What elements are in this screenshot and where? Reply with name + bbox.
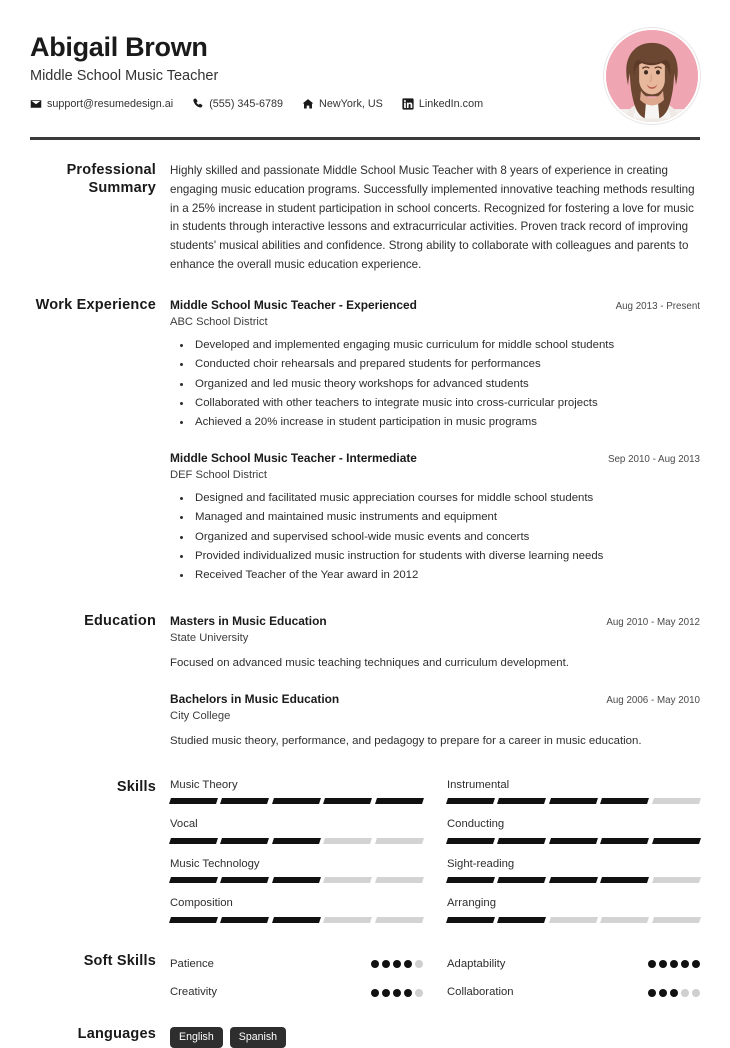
rating-dot — [670, 989, 678, 997]
rating-dot — [404, 960, 412, 968]
rating-dot — [659, 960, 667, 968]
section-skills — [0, 779, 730, 937]
experience-bullet-list — [170, 337, 700, 432]
soft-skill-rating-dots — [371, 960, 423, 968]
education-entry-org: City College — [170, 709, 231, 722]
skill-name: Music Technology — [170, 857, 260, 870]
skill-bar-segment — [323, 917, 372, 923]
experience-bullet: • Developed and implemented engaging music curriculum for middle school students — [192, 337, 700, 354]
contact-email[interactable] — [30, 98, 173, 110]
skill-bar-segment — [220, 838, 269, 844]
skill-item — [447, 818, 700, 858]
rating-dot — [393, 989, 401, 997]
rating-dot — [681, 960, 689, 968]
section-work-experience — [0, 297, 730, 587]
rating-dot — [415, 960, 423, 968]
experience-bullet: • Received Teacher of the Year award in 2012 — [192, 567, 700, 584]
candidate-job-title: Middle School Music Teacher — [30, 68, 219, 85]
education-entry-head — [170, 613, 700, 629]
skill-bar-segment — [169, 917, 218, 923]
experience-bullet: • Organized and supervised school-wide music events and concerts — [192, 529, 700, 546]
rating-dot — [681, 989, 689, 997]
skill-bar-segment — [323, 838, 372, 844]
experience-entry — [170, 297, 700, 432]
skill-item — [170, 897, 423, 937]
section-education — [0, 613, 730, 753]
candidate-name: Abigail Brown — [30, 32, 208, 62]
avatar-wrapper — [604, 28, 700, 124]
skill-bar-segment — [375, 838, 424, 844]
skill-bar-segment — [652, 838, 701, 844]
skill-bar-segment — [272, 798, 321, 804]
experience-bullet: • Collaborated with other teachers to integrate music into cross-curricular projects — [192, 395, 700, 412]
skill-name: Sight-reading — [447, 857, 515, 870]
contact-location[interactable] — [302, 98, 383, 110]
home-icon — [302, 98, 314, 110]
education-entry — [170, 691, 700, 751]
skill-bar-segment — [549, 917, 598, 923]
skill-bar-segment — [220, 877, 269, 883]
experience-body — [170, 297, 700, 587]
education-entry-date: Aug 2006 - May 2010 — [606, 694, 700, 706]
skill-level-bar — [170, 917, 423, 923]
skill-level-bar — [170, 877, 423, 883]
skills-grid — [170, 779, 700, 937]
skill-bar-segment — [600, 877, 649, 883]
languages-tag-row — [170, 1026, 700, 1048]
education-entry — [170, 613, 700, 673]
rating-dot — [371, 960, 379, 968]
experience-entry-org: DEF School District — [170, 468, 267, 481]
skill-item — [447, 858, 700, 898]
soft-skill-name: Creativity — [170, 986, 218, 999]
skill-bar-segment — [446, 917, 495, 923]
section-soft-skills — [0, 953, 730, 1010]
experience-entry-date: Aug 2013 - Present — [615, 300, 700, 312]
rating-dot — [659, 989, 667, 997]
soft-skill-rating-dots — [648, 960, 700, 968]
contact-phone[interactable] — [192, 98, 283, 110]
envelope-icon — [30, 98, 42, 110]
rating-dot — [382, 989, 390, 997]
skill-level-bar — [447, 798, 700, 804]
education-entry-head — [170, 691, 700, 707]
skill-bar-segment — [497, 798, 546, 804]
section-label-education: Education — [84, 612, 156, 629]
experience-bullet-list — [170, 490, 700, 585]
skill-level-bar — [447, 877, 700, 883]
soft-skills-body — [170, 953, 700, 1010]
soft-skill-item — [447, 953, 700, 982]
skill-bar-segment — [446, 838, 495, 844]
soft-skill-rating-dots — [648, 989, 700, 997]
skill-bar-segment — [220, 917, 269, 923]
language-tag: English — [170, 1027, 223, 1048]
skill-bar-segment — [549, 877, 598, 883]
phone-icon — [192, 98, 204, 110]
soft-skill-item — [170, 953, 423, 982]
experience-entry-title: Middle School Music Teacher - Intermediate — [170, 450, 417, 465]
skill-bar-segment — [323, 877, 372, 883]
experience-entry-head — [170, 450, 700, 466]
skill-bar-segment — [169, 798, 218, 804]
section-label-languages: Languages — [77, 1025, 156, 1042]
skill-name: Composition — [170, 897, 233, 910]
contact-location-text: NewYork, US — [319, 98, 383, 111]
skill-bar-segment — [497, 917, 546, 923]
skill-level-bar — [447, 917, 700, 923]
education-entry-org: State University — [170, 631, 249, 644]
contact-email-text: support@resumedesign.ai — [47, 98, 174, 111]
skill-item — [170, 779, 423, 819]
education-entry-date: Aug 2010 - May 2012 — [606, 616, 700, 628]
skill-name: Music Theory — [170, 778, 238, 791]
soft-skill-name: Patience — [170, 957, 214, 970]
skill-bar-segment — [169, 877, 218, 883]
education-entry-title: Bachelors in Music Education — [170, 691, 340, 706]
section-label-summary: Professional Summary — [66, 162, 156, 196]
skill-bar-segment — [652, 877, 701, 883]
experience-bullet: • Designed and facilitated music appreciation courses for middle school students — [192, 490, 700, 507]
experience-bullet: • Conducted choir rehearsals and prepared students for performances — [192, 356, 700, 373]
skill-bar-segment — [220, 798, 269, 804]
skill-item — [447, 779, 700, 819]
skill-item — [170, 858, 423, 898]
skill-bar-segment — [375, 877, 424, 883]
language-tag: Spanish — [230, 1027, 286, 1048]
skill-level-bar — [170, 798, 423, 804]
skill-level-bar — [170, 838, 423, 844]
rating-dot — [382, 960, 390, 968]
avatar — [604, 28, 700, 124]
section-languages — [0, 1026, 730, 1048]
experience-entry-head — [170, 297, 700, 313]
section-label-soft-skills: Soft Skills — [83, 952, 156, 969]
skill-bar-segment — [600, 917, 649, 923]
experience-entry — [170, 450, 700, 585]
header-text-block — [30, 28, 590, 110]
soft-skill-rating-dots — [371, 989, 423, 997]
skill-bar-segment — [549, 838, 598, 844]
skill-bar-segment — [169, 838, 218, 844]
skill-bar-segment — [446, 877, 495, 883]
skill-bar-segment — [272, 917, 321, 923]
rating-dot — [670, 960, 678, 968]
skill-item — [447, 897, 700, 937]
skill-bar-segment — [323, 798, 372, 804]
experience-entry-org: ABC School District — [170, 315, 268, 328]
soft-skill-item — [170, 981, 423, 1010]
rating-dot — [404, 989, 412, 997]
skill-bar-segment — [497, 838, 546, 844]
experience-entry-date: Sep 2010 - Aug 2013 — [607, 453, 700, 465]
rating-dot — [648, 989, 656, 997]
skill-bar-segment — [497, 877, 546, 883]
avatar-portrait-icon — [606, 30, 698, 122]
resume-header — [0, 0, 730, 124]
skill-bar-segment — [600, 838, 649, 844]
summary-body — [170, 162, 700, 275]
skill-bar-segment — [272, 838, 321, 844]
education-body — [170, 613, 700, 753]
skill-name: Vocal — [170, 818, 198, 831]
skill-bar-segment — [446, 798, 495, 804]
skill-bar-segment — [375, 917, 424, 923]
skill-level-bar — [447, 838, 700, 844]
skill-item — [170, 818, 423, 858]
section-professional-summary — [0, 162, 730, 275]
rating-dot — [648, 960, 656, 968]
skill-bar-segment — [375, 798, 424, 804]
skill-name: Instrumental — [447, 778, 510, 791]
soft-skill-item — [447, 981, 700, 1010]
skill-name: Conducting — [447, 818, 505, 831]
experience-bullet: • Achieved a 20% increase in student participation in music programs — [192, 414, 700, 431]
rating-dot — [692, 989, 700, 997]
rating-dot — [371, 989, 379, 997]
skill-bar-segment — [652, 798, 701, 804]
contact-linkedin-text: LinkedIn.com — [418, 98, 484, 111]
experience-bullet: • Provided individualized music instruction for students with diverse learning needs — [192, 548, 700, 565]
experience-entry-title: Middle School Music Teacher - Experienced — [170, 297, 417, 312]
soft-skill-name: Adaptability — [447, 957, 506, 970]
experience-bullet: • Organized and led music theory workshops for advanced students — [192, 376, 700, 393]
section-label-experience: Work Experience — [35, 296, 156, 313]
rating-dot — [415, 989, 423, 997]
education-entry-desc: Focused on advanced music teaching techniques and curriculum development. — [170, 656, 569, 669]
contact-linkedin[interactable] — [402, 98, 483, 110]
skills-body — [170, 779, 700, 937]
skill-bar-segment — [272, 877, 321, 883]
skill-name: Arranging — [447, 897, 496, 910]
rating-dot — [393, 960, 401, 968]
section-label-skills: Skills — [116, 778, 156, 795]
education-entry-title: Masters in Music Education — [170, 613, 327, 628]
linkedin-icon — [402, 98, 414, 110]
languages-body — [170, 1026, 700, 1048]
soft-skill-name: Collaboration — [447, 986, 514, 999]
contact-row — [30, 98, 590, 110]
education-entry-desc: Studied music theory, performance, and pedagogy to prepare for a career in music education. — [170, 734, 642, 747]
experience-bullet: • Managed and maintained music instruments and equipment — [192, 509, 700, 526]
contact-phone-text: (555) 345-6789 — [209, 98, 284, 111]
summary-text: Highly skilled and passionate Middle School Music Teacher with 8 years of experience in creating engaging music education programs. Successfully implemented innovative teaching methods resulting in a 25% increase in student participation in school concerts. Recognized for fostering a love for music in students through interactive lessons and extracurricular activities. Proven track record of improving students' musical abilities and confidence. Strong ability to collaborate with colleagues and parents to enhance the overall music education experience. — [170, 164, 695, 271]
soft-skills-grid — [170, 953, 700, 1010]
skill-bar-segment — [549, 798, 598, 804]
rating-dot — [692, 960, 700, 968]
skill-bar-segment — [600, 798, 649, 804]
skill-bar-segment — [652, 917, 701, 923]
